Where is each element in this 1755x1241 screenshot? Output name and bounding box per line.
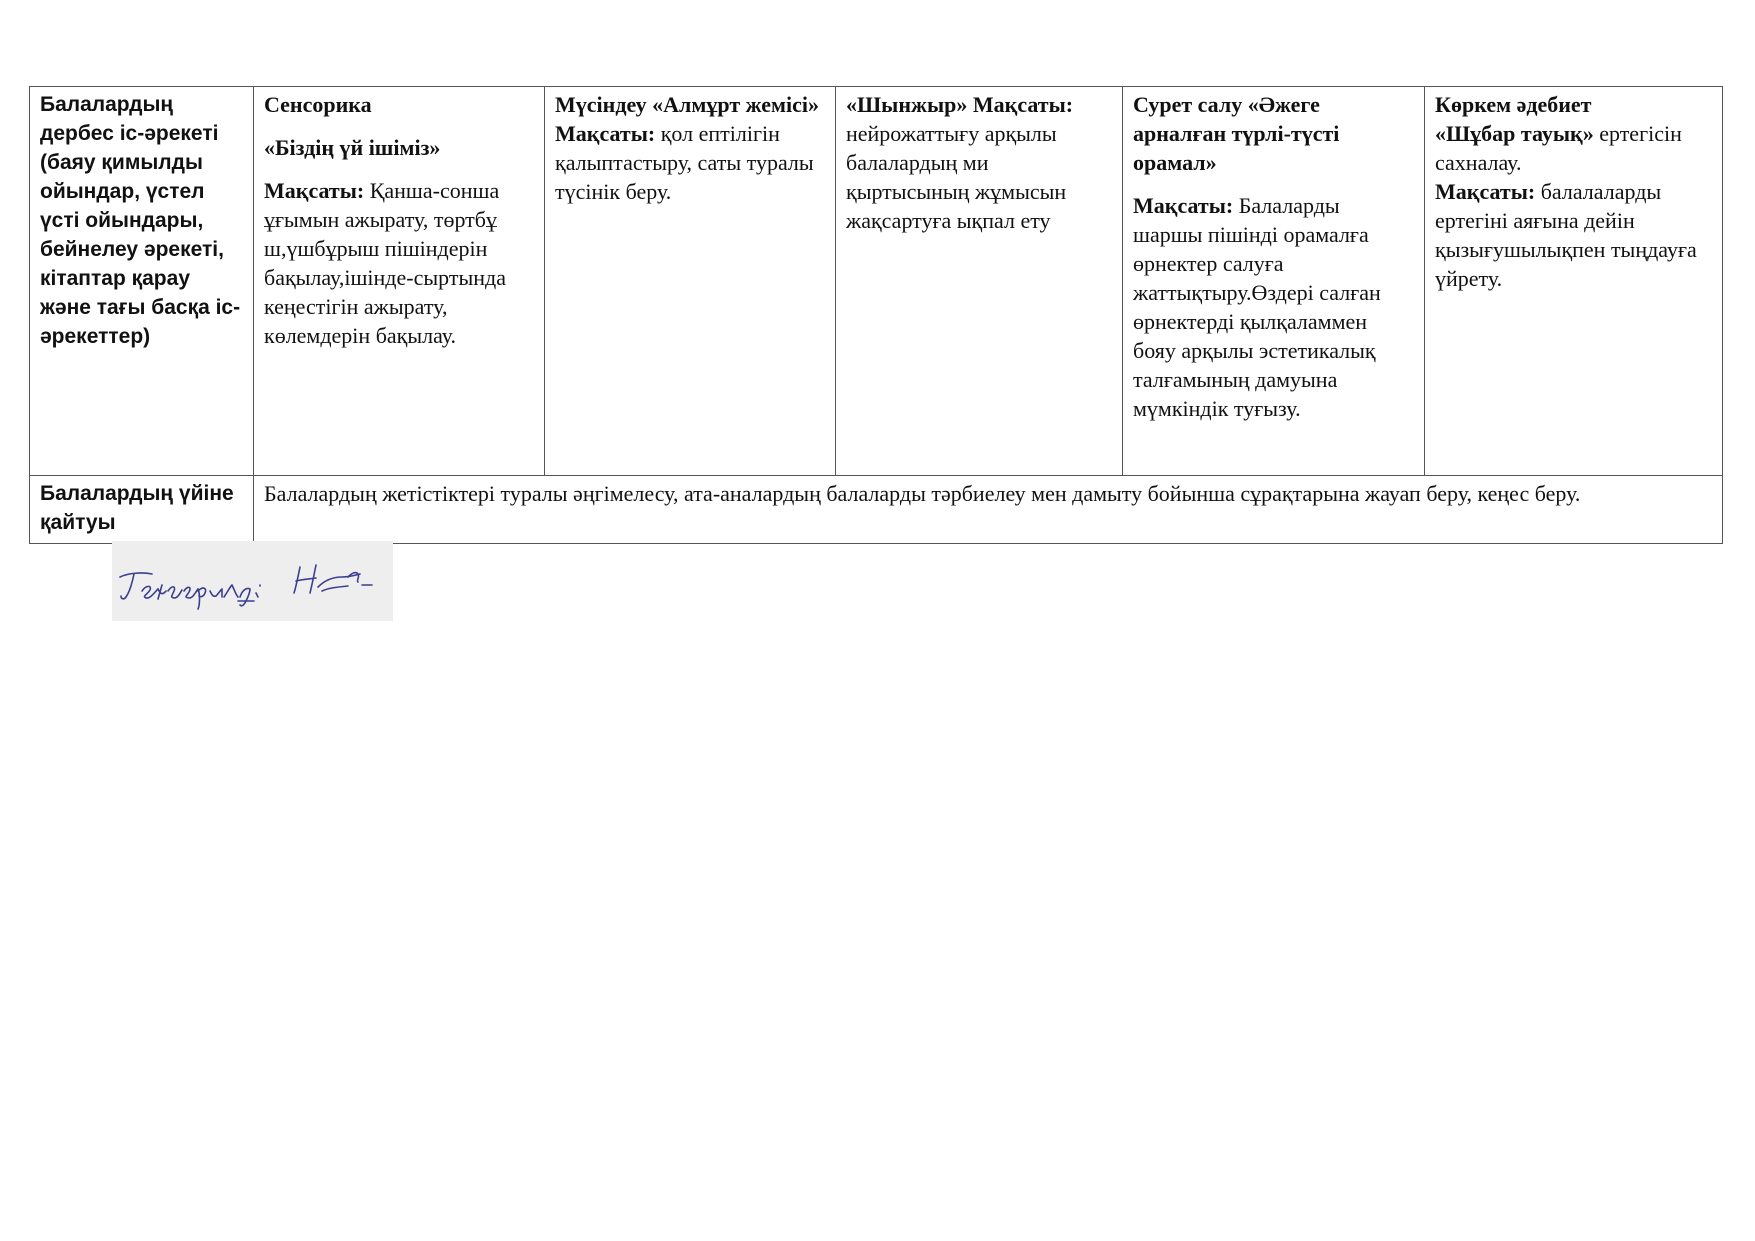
- cell-going-home-text: Балалардың жетістіктері туралы әңгімелесу, ата-аналардың балаларды тәрбиелеу мен дамыту бойынша сұрақтарына жауап беру, кеңес беру.: [254, 476, 1723, 544]
- goal-text: Қанша-сонша ұғымын ажырату, төртбұ ш,үшбұрыш пішіндерін бақылау,ішінде-сыртында кеңестігін ажырату, көлемдерін бақылау.: [264, 178, 506, 348]
- goal-label: Мақсаты:: [264, 178, 365, 203]
- cell-title-tale: «Шұбар тауық»: [1435, 121, 1594, 146]
- row-label-independent-activity: Балалардың дербес іс-әрекеті (баяу қимылды ойындар, үстел үсті ойындары, бейнелеу әрекеті, кітаптар қарау және тағы басқа іс-әрекеттер): [30, 87, 254, 476]
- goal-text: Балаларды шаршы пішінді орамалға өрнектер салуға жаттықтыру.Өздері салған өрнектерді қылқаламмен бояу арқылы эстетикалық талғамының дамуына мүмкіндік туғызу.: [1133, 193, 1381, 421]
- cell-title-line1: Көркем әдебиет: [1435, 92, 1592, 117]
- handwritten-signature-icon: [112, 541, 393, 621]
- cell-title-line2: [1435, 119, 1712, 177]
- cell-goal: [1133, 191, 1414, 423]
- table-row-independent-activity: [30, 87, 1723, 476]
- row-label-going-home: Балалардың үйіне қайтуы: [30, 476, 254, 544]
- goal-label: Мақсаты:: [1435, 179, 1536, 204]
- cell-literature: [1425, 87, 1723, 476]
- cell-title: Сурет салу «Әжеге арналған түрлі-түсті орамал»: [1133, 92, 1340, 175]
- cell-goal: [264, 176, 534, 350]
- goal-label: Мақсаты:: [555, 121, 656, 146]
- cell-title: «Шынжыр» Мақсаты:: [846, 92, 1074, 117]
- table-row-going-home: [30, 476, 1723, 544]
- goal-label: Мақсаты:: [1133, 193, 1234, 218]
- goal-text: нейрожаттығу арқылы балалардың ми қыртысының жұмысын жақсартуға ықпал ету: [846, 121, 1067, 233]
- cell-goal: [555, 119, 825, 206]
- cell-goal: [846, 90, 1112, 235]
- cell-chain-game: [836, 87, 1123, 476]
- cell-sensorics: [254, 87, 545, 476]
- cell-subtitle: «Біздің үй ішіміз»: [264, 135, 441, 160]
- checked-signature-stamp: [112, 541, 393, 621]
- cell-goal: [1435, 177, 1712, 293]
- cell-title: Мүсіндеу «Алмұрт жемісі»: [555, 92, 820, 117]
- goal-text: қол ептілігін қалыптастыру, саты туралы түсінік беру.: [555, 121, 814, 204]
- goal-text: балалаларды ертегіні аяғына дейін қызығушылықпен тыңдауға үйрету.: [1435, 179, 1697, 291]
- cell-drawing: [1123, 87, 1425, 476]
- cell-title: Сенсорика: [264, 92, 372, 117]
- cell-title-rest: ертегісін сахналау.: [1435, 121, 1682, 175]
- cell-sculpting: [545, 87, 836, 476]
- activity-plan-table: [29, 86, 1723, 544]
